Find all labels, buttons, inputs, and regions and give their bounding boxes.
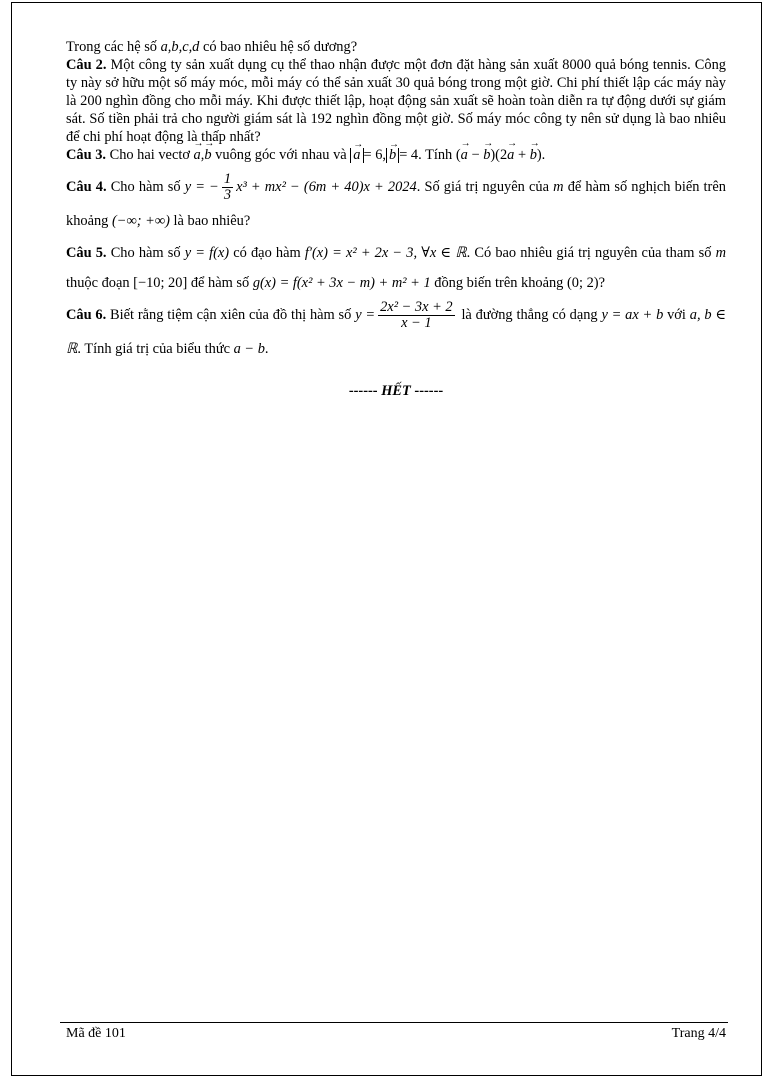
question-5-text-1: Cho hàm số [110, 245, 181, 261]
intro-tail: có bao nhiêu hệ số dương? [203, 39, 358, 55]
question-6-fraction [378, 300, 455, 331]
question-5-text-4: thuộc đoạn [66, 275, 130, 291]
question-4-text-1: Cho hàm số [110, 179, 181, 195]
end-word: HẾT [381, 383, 411, 399]
abs-b-value: = 4 [399, 147, 419, 163]
end-dash-right: ------ [414, 383, 444, 399]
abs-a-value: = 6, [363, 147, 387, 163]
question-5-text-5: để hàm số [190, 275, 250, 291]
expr-minus: − [467, 147, 484, 163]
question-5 [66, 238, 726, 298]
question-6-formula-4: a − b [233, 341, 265, 357]
question-6-text-1: Biết rằng tiệm cận xiên của đồ thị hàm số [110, 307, 352, 323]
question-4-text-2: . Số giá trị nguyên của [416, 179, 549, 195]
question-5-text-2: có đạo hàm [233, 245, 301, 261]
fraction-denominator: x − 1 [401, 315, 432, 332]
question-3-text-3: . Tính [418, 147, 453, 163]
question-6-text-3: với [667, 307, 686, 323]
question-4-fraction [222, 172, 233, 203]
question-5-text-3: . Có bao nhiêu giá trị nguyên của tham số [466, 245, 712, 261]
abs-vector-b [386, 148, 399, 163]
vector-separator: , [200, 147, 205, 163]
expr-vector-a: → a [461, 146, 468, 164]
question-5-formula-3: g(x) = f(x² + 3x − m) + m² + 1 [252, 275, 431, 291]
intro-text: Trong các hệ số [66, 39, 157, 55]
question-5-param: m [715, 245, 726, 261]
end-dash-left: ------ [348, 383, 378, 399]
expr-open: ( [455, 147, 461, 163]
abs-vector-a [350, 148, 363, 163]
question-4-interval: (−∞; +∞) [111, 213, 170, 229]
question-5-segment: [−10; 20] [133, 275, 188, 291]
expr-middle: )(2 [490, 147, 508, 163]
question-6-text-4: . Tính giá trị của biểu thức [77, 341, 231, 357]
question-3-label: Câu 3. [66, 147, 106, 163]
footer-divider [60, 1022, 728, 1023]
question-5-interval: (0; 2) [566, 275, 599, 291]
question-2 [66, 56, 726, 146]
question-6 [66, 298, 726, 366]
question-4-text-3: để hàm số nghịch biến trên khoảng [66, 179, 726, 229]
expr-plus: + [514, 147, 530, 163]
question-6-formula-3: a, b ∈ ℝ [66, 307, 727, 357]
fraction-numerator: 1 [223, 171, 232, 188]
exam-code: Mã đề 101 [66, 1026, 126, 1041]
question-5-label: Câu 5. [66, 245, 107, 261]
vector-b: → b [204, 146, 211, 164]
expr-vector-b-2: → b [530, 146, 537, 164]
question-4-formula-2: x³ + mx² − (6m + 40)x + 2024 [236, 179, 417, 195]
question-3-text-2: vuông góc với nhau và [215, 147, 347, 163]
abs-vector-b-symbol: → b [389, 148, 396, 163]
document-body [66, 38, 726, 400]
question-4-formula-1: y = − [184, 179, 219, 195]
abs-vector-a-symbol: → a [353, 148, 360, 163]
question-2-label: Câu 2. [66, 57, 107, 73]
question-3-text-1: Cho hai vectơ [109, 147, 190, 163]
question-3 [66, 146, 726, 164]
expr-vector-a-2: → a [507, 146, 514, 164]
question-6-formula-1: y = [355, 307, 376, 323]
question-4 [66, 170, 726, 238]
question-6-text-5: . [264, 341, 269, 357]
intro-vars: a,b,c,d [160, 39, 200, 55]
fraction-denominator: 3 [223, 187, 232, 204]
expr-vector-b: → b [483, 146, 490, 164]
vector-a: → a [194, 146, 201, 164]
question-4-param: m [553, 179, 564, 195]
question-4-text-4: là bao nhiêu? [173, 213, 251, 229]
question-2-text: Một công ty sản xuất dụng cụ thể thao nhận được một đơn đặt hàng sản xuất 8000 quả bóng tennis. Công ty này sở hữu một số máy móc, mỗi máy có thể sản xuất 30 quả bóng trong một giờ. Chi phí thiết lập các máy này là 200 nghìn đồng cho mỗi máy. Khi được thiết lập, hoạt động sản xuất sẽ hoàn toàn diễn ra tự động dưới sự giám sát. Số tiền phải trả cho người giám sát là 192 nghìn đồng một giờ. Số máy móc công ty nên sử dụng là bao nhiêu để chi phí hoạt động là thấp nhất? [66, 57, 726, 145]
question-5-text-7: ? [598, 275, 605, 291]
page-number: Trang 4/4 [671, 1026, 726, 1041]
question-5-text-6: đồng biến trên khoảng [434, 275, 564, 291]
intro-line [66, 38, 726, 56]
question-5-formula-1: y = f(x) [184, 245, 230, 261]
fraction-numerator: 2x² − 3x + 2 [380, 299, 453, 316]
expr-close: ). [536, 147, 546, 163]
question-5-formula-2: f′(x) = x² + 2x − 3, ∀x ∈ ℝ [304, 245, 467, 261]
question-6-text-2: là đường thẳng có dạng [461, 307, 598, 323]
question-4-label: Câu 4. [66, 179, 107, 195]
question-6-label: Câu 6. [66, 307, 107, 323]
question-6-formula-2: y = ax + b [601, 307, 664, 323]
end-marker [66, 382, 726, 400]
